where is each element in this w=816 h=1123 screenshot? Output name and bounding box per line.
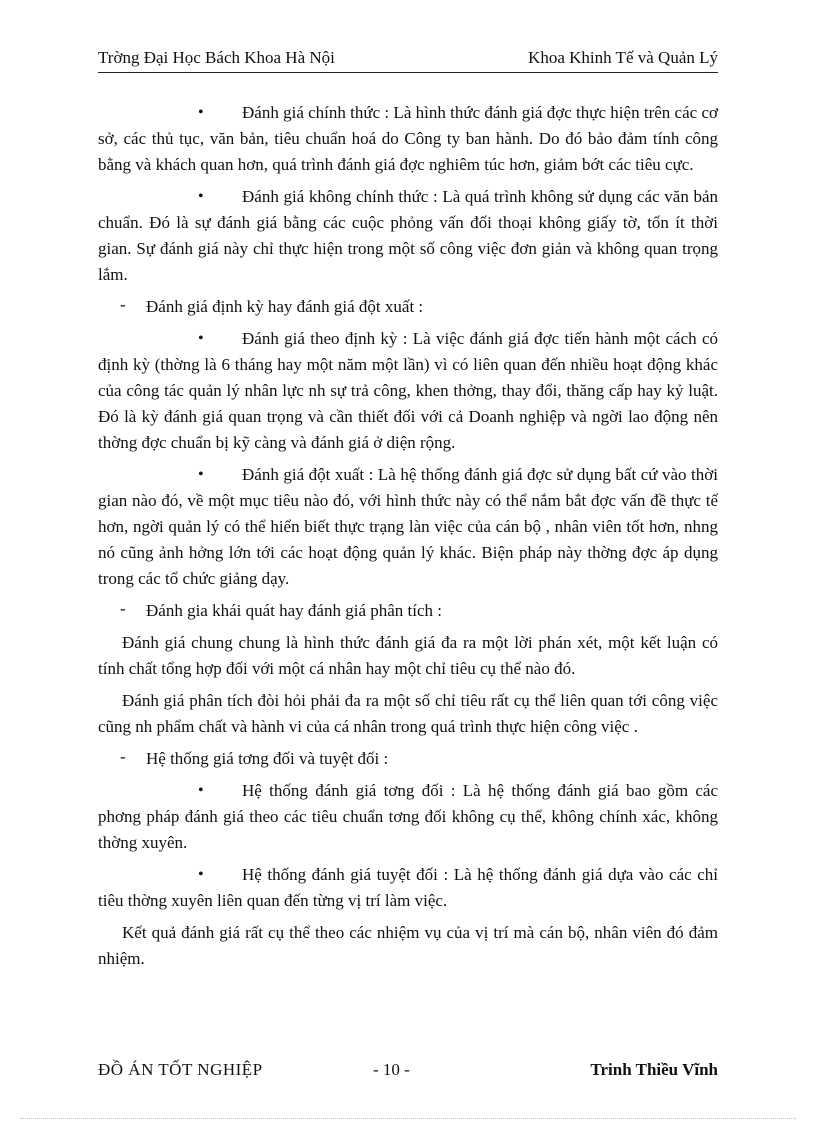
paragraph-periodic-evaluation (98, 326, 718, 456)
paragraph-formal-evaluation (98, 100, 718, 178)
bullet-icon: • (198, 104, 204, 121)
dash-icon: - (120, 295, 126, 314)
page-bottom-border (20, 1118, 796, 1119)
section-heading: Hệ thống giá tơng đối và tuyệt đối : (146, 749, 389, 768)
paragraph-text: Đánh giá chính thức : Là hình thức đánh giá đợc thực hiện trên các cơ sở, các thủ tục, văn bản, tiêu chuẩn hoá do Công ty ban hành. Do đó bảo đảm tính công bằng và khách quan hơn, quá trình đánh giá đợc nghiêm túc hơn, giảm bớt các tiêu cực. (98, 103, 718, 174)
page-number: - 10 - (373, 1060, 410, 1079)
paragraph-result: Kết quả đánh giá rất cụ thể theo các nhiệm vụ của vị trí mà cán bộ, nhân viên đó đảm nhiệm. (98, 923, 718, 968)
section-relative-absolute (98, 746, 718, 772)
page-footer (98, 1060, 718, 1084)
footer-thesis-label: ĐỒ ÁN TỐT NGHIỆP (98, 1060, 263, 1079)
page-header (98, 46, 718, 73)
bullet-icon: • (198, 466, 204, 483)
paragraph-text: Đánh giá đột xuất : Là hệ thống đánh giá đợc sử dụng bất cứ vào thời gian nào đó, về một mục tiêu nào đó, với hình thức này có thể nắm bắt đợc vấn đề thực tế hơn, ngời quản lý có thể hiển biết thực trạng làn việc của cán bộ , nhân viên tốt hơn, nhng nó cũng ảnh hởng lớn tới các hoạt động quản lý khác. Biện pháp này thờng đợc áp dụng trong các tổ chức giảng dạy. (98, 465, 718, 588)
dash-icon: - (120, 747, 126, 766)
paragraph-text: Đánh giá theo định kỳ : Là việc đánh giá đợc tiến hành một cách có định kỳ (thờng là 6 tháng hay một năm một lần) vì có liên quan đến nhiều hoạt động khác của công tác quản lý nhân lực nh sự trả công, khen thởng, thay đổi, thăng cấp hay kỷ luật. Đó là kỳ đánh giá quan trọng và cần thiết đối với cả Doanh nghiệp và ngời lao động nên thờng đợc chuẩn bị kỹ càng và đánh giá ở diện rộng. (98, 329, 718, 452)
paragraph-sudden-evaluation (98, 462, 718, 592)
bullet-icon: • (198, 866, 204, 883)
bullet-icon: • (198, 188, 204, 205)
paragraph-text: Hệ thống đánh giá tuyệt đối : Là hệ thống đánh giá dựa vào các chỉ tiêu thờng xuyên liên quan đến từng vị trí làm việc. (98, 865, 718, 910)
paragraph-informal-evaluation (98, 184, 718, 288)
paragraph-text: Hệ thống đánh giá tơng đối : Là hệ thống đánh giá bao gồm các phơng pháp đánh giá theo các tiêu chuẩn tơng đối không cụ thể, không chính xác, không thờng xuyên. (98, 781, 718, 852)
paragraph-text: Đánh giá không chính thức : Là quá trình không sử dụng các văn bản chuẩn. Đó là sự đánh giá bằng các cuộc phỏng vấn đối thoại không giấy tờ, tốn ít thời gian. Sự đánh giá này chỉ thực hiện trong một số công việc đơn giản và không quan trọng lắm. (98, 187, 718, 284)
section-heading: Đánh gia khái quát hay đánh giá phân tích : (146, 601, 442, 620)
section-general-analytic (98, 598, 718, 624)
paragraph-relative-system (98, 778, 718, 856)
dash-icon: - (120, 599, 126, 618)
section-heading: Đánh giá định kỳ hay đánh giá đột xuất : (146, 297, 424, 316)
bullet-icon: • (198, 782, 204, 799)
header-faculty: Khoa Khinh Tế và Quản Lý (528, 48, 718, 67)
paragraph-analytic-evaluation: Đánh giá phân tích đòi hỏi phải đa ra một số chỉ tiêu rất cụ thể liên quan tới công việc cũng nh phẩm chất và hành vi của cá nhân trong quá trình thực hiện công việc . (98, 691, 718, 736)
paragraph-absolute-system (98, 862, 718, 914)
header-university: Trờng Đại Học Bách Khoa Hà Nội (98, 48, 335, 67)
page-body (98, 100, 718, 978)
section-periodic-sudden (98, 294, 718, 320)
bullet-icon: • (198, 330, 204, 347)
footer-author: Trinh Thiều Vĩnh (590, 1060, 718, 1079)
paragraph-general-evaluation: Đánh giá chung chung là hình thức đánh giá đa ra một lời phán xét, một kết luận có tính chất tổng hợp đối với một cá nhân hay một chỉ tiêu cụ thể nào đó. (98, 633, 718, 678)
